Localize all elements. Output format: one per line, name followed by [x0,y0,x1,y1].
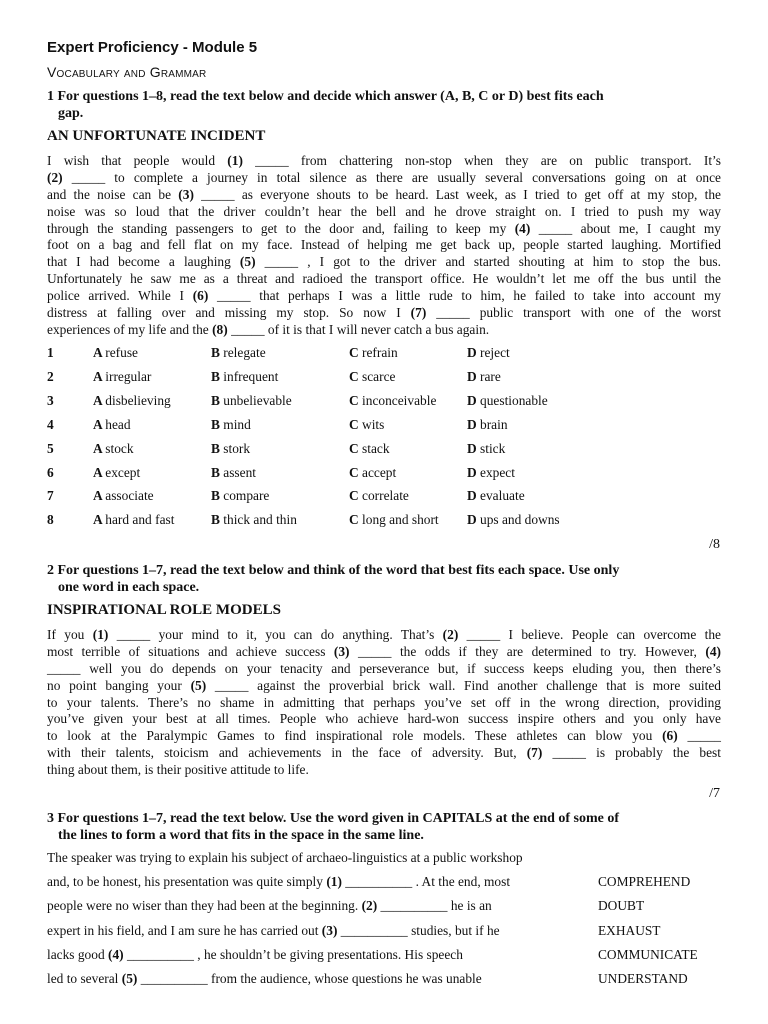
option-letter: C [349,488,363,504]
option-text: infrequent [223,368,279,384]
word-formation-row [47,947,727,971]
option-text: stork [223,440,251,456]
q2-passage-line: with their talents, stoicism and achievements in the face of adversity. But, (7) _____ is probably the best [47,745,721,761]
option-letter: B [211,416,224,432]
option-letter: A [93,488,106,504]
q2-passage-line: most terrible of situations and achieve success (3) _____ the odds if they are determined to try. However, (4) [47,643,721,659]
option-text: head [105,416,131,432]
option-letter: B [211,368,224,384]
q1-passage-line: that I had become a laughing (5) _____ , I got to the driver and started shouting at him to stop the bus. [47,254,721,270]
option-letter: C [349,512,363,528]
option-letter: A [93,345,106,360]
option-c[interactable] [349,465,396,481]
option-text: hard and fast [105,512,175,528]
word-formation-text: and, to be honest, his presentation was quite simply (1) __________ . At the end, most [47,874,511,890]
document-title: Expert Proficiency - Module 5 [47,39,258,56]
option-row [47,465,727,487]
option-letter: A [93,392,106,408]
q2-passage-line: no point banging your (5) _____ against the proverbial brick wall. Find another challenge that is more suited [47,677,722,693]
option-a[interactable] [93,465,140,481]
option-letter: B [211,440,224,456]
q1-passage-line: Unfortunately he saw me as a threat and radioed the transport office. He wouldn’t let me off the bus until the [47,271,721,287]
q2-passage-line: you’ve given your best at all times. People who achieve hard-won success inspire others and you only have [47,711,721,727]
option-letter: A [93,440,106,456]
option-letter: C [349,368,363,384]
option-text: associate [105,488,154,504]
option-letter: D [467,488,481,504]
option-text: scarce [362,368,396,384]
q2-instruction [47,562,687,596]
q2-passage-line: _____ well you do depends on your tenacity and perseverance but, if success keeps eluding you, then there’s [47,660,721,676]
option-b[interactable] [211,393,292,409]
option-text: brain [480,416,508,432]
word-formation-row [47,898,727,922]
q2-passage-line: If you (1) _____ your mind to it, you can do anything. That’s (2) _____ I believe. People can overcome the [47,627,721,642]
option-b[interactable] [211,488,269,504]
option-a[interactable] [93,512,174,528]
option-a[interactable] [93,393,171,409]
option-text: expect [480,464,515,480]
q1-passage [47,153,721,339]
option-letter: C [349,345,363,360]
q1-instruction-line2: gap. [58,106,84,121]
option-text: evaluate [480,488,525,504]
option-letter: B [211,392,224,408]
gap-number: (6) [662,728,678,744]
gap-number: (5) [239,254,256,270]
option-a[interactable] [93,441,134,457]
option-a[interactable] [93,488,154,504]
q1-instruction [47,88,687,122]
option-number: 1 [47,345,54,360]
option-row [47,488,727,510]
word-formation-stem: EXHAUST [598,922,661,938]
q2-passage [47,627,721,779]
option-b[interactable] [211,441,250,457]
option-d[interactable] [467,393,548,409]
option-text: stick [480,440,506,456]
gap-number: (6) [192,288,209,304]
q2-text-title: INSPIRATIONAL ROLE MODELS [47,602,281,618]
q2-score: /7 [709,786,720,801]
option-c[interactable] [349,369,395,385]
option-c[interactable] [349,488,409,504]
option-d[interactable] [467,465,515,481]
option-number: 2 [47,368,54,384]
option-number: 5 [47,440,54,456]
option-b[interactable] [211,417,251,433]
gap-number: (1) [227,153,243,168]
q1-text-title: AN UNFORTUNATE INCIDENT [47,128,266,144]
q1-passage-line: I wish that people would (1) _____ from chattering non-stop when they are on public transport. It’s [47,153,721,168]
option-text: disbelieving [105,392,171,408]
option-text: wits [362,416,385,432]
section-label [47,64,206,80]
gap-number: (2) [47,169,63,185]
option-row [47,345,727,367]
option-text: irregular [105,368,152,384]
option-number: 6 [47,464,54,480]
word-formation-row [47,874,727,898]
option-letter: D [467,440,481,456]
option-letter: A [93,416,106,432]
option-c[interactable] [349,417,384,433]
q1-instruction-line1: 1 For questions 1–8, read the text below and decide which answer (A, B, C or D) best fits each [47,89,604,104]
option-letter: D [467,345,481,360]
option-letter: B [211,512,224,528]
q2-passage-line: thing about them, is their positive attitude to life. [47,762,309,778]
option-letter: A [93,512,106,528]
option-text: refuse [105,345,138,360]
word-formation-stem: COMPREHEND [598,874,691,890]
gap-number: (2) [442,627,459,642]
option-text: unbelievable [223,392,292,408]
q3-instruction-line1: 3 For questions 1–7, read the text below. Use the word given in CAPITALS at the end of some of [47,811,620,826]
word-formation-stem: UNDERSTAND [598,971,688,986]
option-letter: A [93,464,106,480]
section-label-text: Vocabulary and Grammar [47,64,207,80]
gap-number: (4) [514,220,531,236]
option-c[interactable] [349,441,390,457]
option-row [47,512,727,534]
option-d[interactable] [467,512,560,528]
q3-instruction-line2: the lines to form a word that fits in the space in the same line. [58,828,424,843]
option-text: thick and thin [223,512,297,528]
option-number: 4 [47,416,54,432]
option-d[interactable] [467,488,525,504]
option-text: reject [480,345,510,360]
option-letter: C [349,440,363,456]
q2-passage-line: to your talents. There’s no shame in admitting that perhaps you’ve set off in the wrong direction, providing [47,694,721,710]
gap-number: (1) [92,627,109,642]
word-formation-stem: COMMUNICATE [598,946,698,962]
option-d[interactable] [467,417,508,433]
word-formation-text: lacks good (4) __________ , he shouldn’t be giving presentations. His speech [47,946,463,962]
word-formation-row [47,850,727,874]
option-a[interactable] [93,417,131,433]
q2-instruction-line1: 2 For questions 1–7, read the text below and think of the word that best fits each space. Use only [47,563,620,578]
word-formation-text: people were no wiser than they had been at the beginning. (2) __________ he is an [47,898,492,914]
option-text: stock [105,440,134,456]
gap-number: (7) [410,305,427,321]
q1-passage-line: experiences of my life and the (8) _____ of it is that I will never catch a bus again. [47,321,490,337]
word-formation-text: The speaker was trying to explain his subject of archaeo-linguistics at a public workshop [47,850,523,865]
option-letter: D [467,392,481,408]
option-letter: C [349,392,363,408]
option-c[interactable] [349,512,439,528]
gap-number: (4) [108,946,124,962]
option-letter: D [467,464,481,480]
option-text: ups and downs [480,512,560,528]
option-number: 7 [47,488,54,504]
gap-number: (8) [212,321,228,337]
option-text: refrain [362,345,398,360]
option-letter: A [93,368,106,384]
gap-number: (1) [326,874,342,890]
option-d[interactable] [467,345,510,361]
option-d[interactable] [467,441,505,457]
word-formation-row [47,923,727,947]
option-text: inconceivable [362,392,437,408]
q1-passage-line: (2) _____ to complete a journey in total silence as there are usually several conversations going on at once [47,169,721,185]
option-letter: C [349,464,363,480]
option-b[interactable] [211,345,266,361]
option-b[interactable] [211,465,256,481]
option-text: assent [223,464,257,480]
option-row [47,393,727,415]
option-a[interactable] [93,345,138,361]
option-row [47,369,727,391]
q1-passage-line: noise was so loud that the driver couldn’t hear the bell and he drove straight on. I tried to push my way [47,203,721,219]
q1-passage-line: distress at falling over and missing my stop. So now I (7) _____ public transport with one of the worst [47,305,721,321]
option-b[interactable] [211,369,278,385]
option-text: correlate [362,488,409,504]
q1-passage-line: foot on a bag and fell flat on my face. Instead of helping me get back up, people started laughing. Mortified [47,237,721,253]
option-b[interactable] [211,512,297,528]
option-number: 8 [47,512,54,528]
gap-number: (4) [705,643,721,659]
option-text: mind [223,416,251,432]
option-letter: B [211,488,224,504]
option-row [47,417,727,439]
word-formation-row [47,971,727,995]
gap-number: (2) [361,898,378,914]
q1-passage-line: and the noise can be (3) _____ as everyone shouts to be heard. Last week, as I tried to get off at my stop, the [47,186,721,202]
q1-passage-line: through the standing passengers to get to the door and, failing to keep my (4) _____ about me, I caught my [47,220,721,236]
option-text: stack [362,440,390,456]
gap-number: (3) [178,186,194,202]
option-text: compare [223,488,270,504]
option-c[interactable] [349,393,436,409]
option-a[interactable] [93,369,151,385]
word-formation-text: expert in his field, and I am sure he has carried out (3) __________ studies, but if he [47,922,500,938]
option-row [47,441,727,463]
option-letter: D [467,512,481,528]
option-letter: B [211,464,224,480]
option-letter: D [467,368,481,384]
option-text: long and short [362,512,439,528]
q3-instruction [47,810,687,844]
option-letter: C [349,416,363,432]
option-number: 3 [47,392,54,408]
option-c[interactable] [349,345,398,361]
option-text: accept [362,464,397,480]
option-text: relegate [223,345,266,360]
gap-number: (5) [121,971,138,986]
gap-number: (3) [333,643,350,659]
q2-passage-line: to look at the Paralympic Games to find inspirational role models. These athletes can blow you (6) _____ [47,728,721,744]
q1-passage-line: police arrived. While I (6) _____ that perhaps I was a little rude to him, he failed to take into account my [47,288,722,304]
option-d[interactable] [467,369,501,385]
q1-score: /8 [709,537,720,552]
gap-number: (5) [190,677,207,693]
q2-instruction-line2: one word in each space. [58,580,200,595]
option-text: except [105,464,141,480]
gap-number: (7) [526,745,543,761]
option-text: rare [480,368,501,384]
word-formation-text: led to several (5) __________ from the audience, whose questions he was unable [47,971,482,986]
gap-number: (3) [321,922,338,938]
word-formation-stem: DOUBT [598,898,645,914]
option-letter: D [467,416,481,432]
option-letter: B [211,345,224,360]
option-text: questionable [480,392,548,408]
